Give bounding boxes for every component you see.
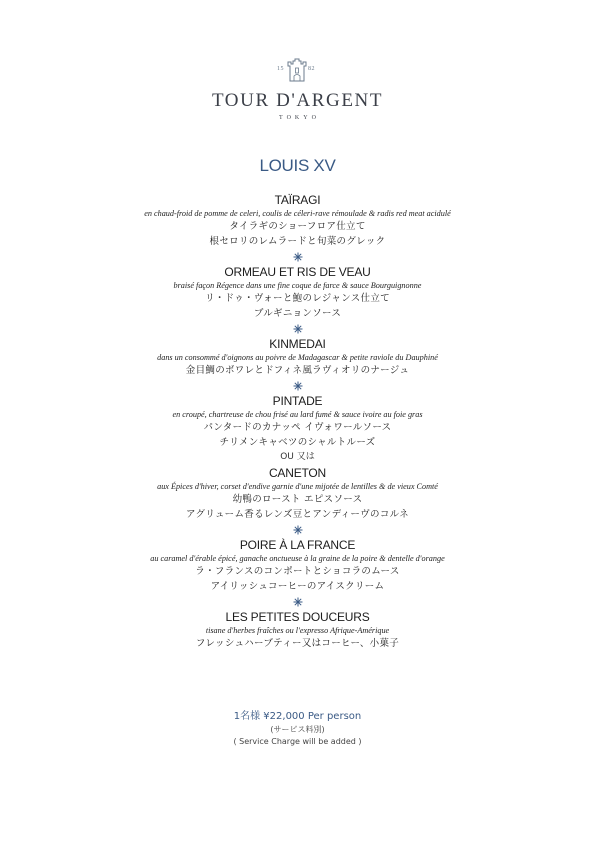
course-1 [0, 192, 595, 249]
price-service-note: ( Service Charge will be added ) [233, 737, 362, 746]
course-description-jp: 幼鴨のロースト エピスソース [232, 494, 363, 505]
course-title: POIRE À LA FRANCE [239, 538, 356, 552]
course-title: ORMEAU ET RIS DE VEAU [224, 265, 371, 279]
tower-icon [287, 56, 307, 87]
course-title: LES PETITES DOUCEURS [225, 610, 370, 624]
course-title: KINMEDAI [269, 337, 326, 351]
course-description-fr: braisé façon Régence dans une fine coque de farce & sauce Bourguignonne [173, 281, 422, 290]
course-7 [0, 609, 595, 651]
snowflake-icon [0, 249, 595, 264]
course-description-fr: au caramel d'érable épicé, ganache onctueuse à la graine de la poire & dentelle d'orange [150, 554, 445, 563]
course-6 [0, 537, 595, 594]
course-title: PINTADE [272, 394, 323, 408]
course-5 [0, 465, 595, 522]
course-description-jp: フレッシュハーブティー又はコーヒー、小菓子 [195, 638, 400, 649]
course-description-jp: 根セロリのレムラードと旬菜のグレック [209, 236, 386, 247]
restaurant-name: TOUR D'ARGENT [211, 90, 384, 111]
course-description-jp: パンタードのカナッペ イヴォワールソース [203, 422, 392, 433]
course-description-fr: en chaud-froid de pomme de celeri, coulis de céleri-rave rémoulade & radis red meat acidulé [144, 209, 451, 218]
price-block [0, 710, 595, 748]
restaurant-city: TOKYO [279, 115, 320, 121]
course-title: TAÏRAGI [274, 193, 321, 207]
course-description-jp: アグリューム香るレンズ豆とアンディーヴのコルネ [186, 509, 409, 520]
logo-year-left: 15 [277, 66, 284, 72]
course-title: CANETON [268, 466, 327, 480]
logo-year-right: 82 [308, 66, 315, 72]
course-description-jp: ラ・フランスのコンポートとショコラのムース [195, 566, 400, 577]
course-description-fr: aux Épices d'hiver, corset d'endive garnie d'une mijotée de lentilles & de vieux Comté [157, 482, 438, 491]
course-description-fr: tisane d'herbes fraîches ou l'expresso Afrique-Amérique [205, 626, 390, 635]
course-4 [0, 393, 595, 450]
or-separator: OU 又は [280, 452, 315, 462]
course-3 [0, 336, 595, 378]
snowflake-icon [0, 378, 595, 393]
snowflake-icon [0, 321, 595, 336]
course-list [0, 192, 595, 651]
course-description-jp: ブルギニョンソース [253, 308, 342, 319]
course-description-fr: dans un consommé d'oignons au poivre de Madagascar & petite raviole du Dauphiné [157, 353, 438, 362]
course-description-jp: リ・ドゥ・ヴォーと鮑のレジャンス仕立て [205, 293, 390, 304]
menu-title: LOUIS XV [259, 156, 336, 175]
course-description-jp: チリメンキャベツのシャルトルーズ [219, 437, 376, 448]
price-tax-note: (サービス料別) [270, 725, 325, 734]
snowflake-icon [0, 594, 595, 609]
price-per-person: 1名様 ¥22,000 Per person [233, 711, 362, 722]
restaurant-logo [0, 52, 595, 121]
course-description-fr: en croupé, chartreuse de chou frisé au lard fumé & sauce ivoire au foie gras [172, 410, 423, 419]
course-description-jp: アイリッシュコーヒーのアイスクリーム [210, 581, 385, 592]
course-description-jp: タイラギのショーフロア仕立て [229, 221, 366, 232]
course-description-jp: 金目鯛のボワレとドフィネ風ラヴィオリのナージュ [185, 365, 410, 376]
course-2 [0, 264, 595, 321]
snowflake-icon [0, 522, 595, 537]
